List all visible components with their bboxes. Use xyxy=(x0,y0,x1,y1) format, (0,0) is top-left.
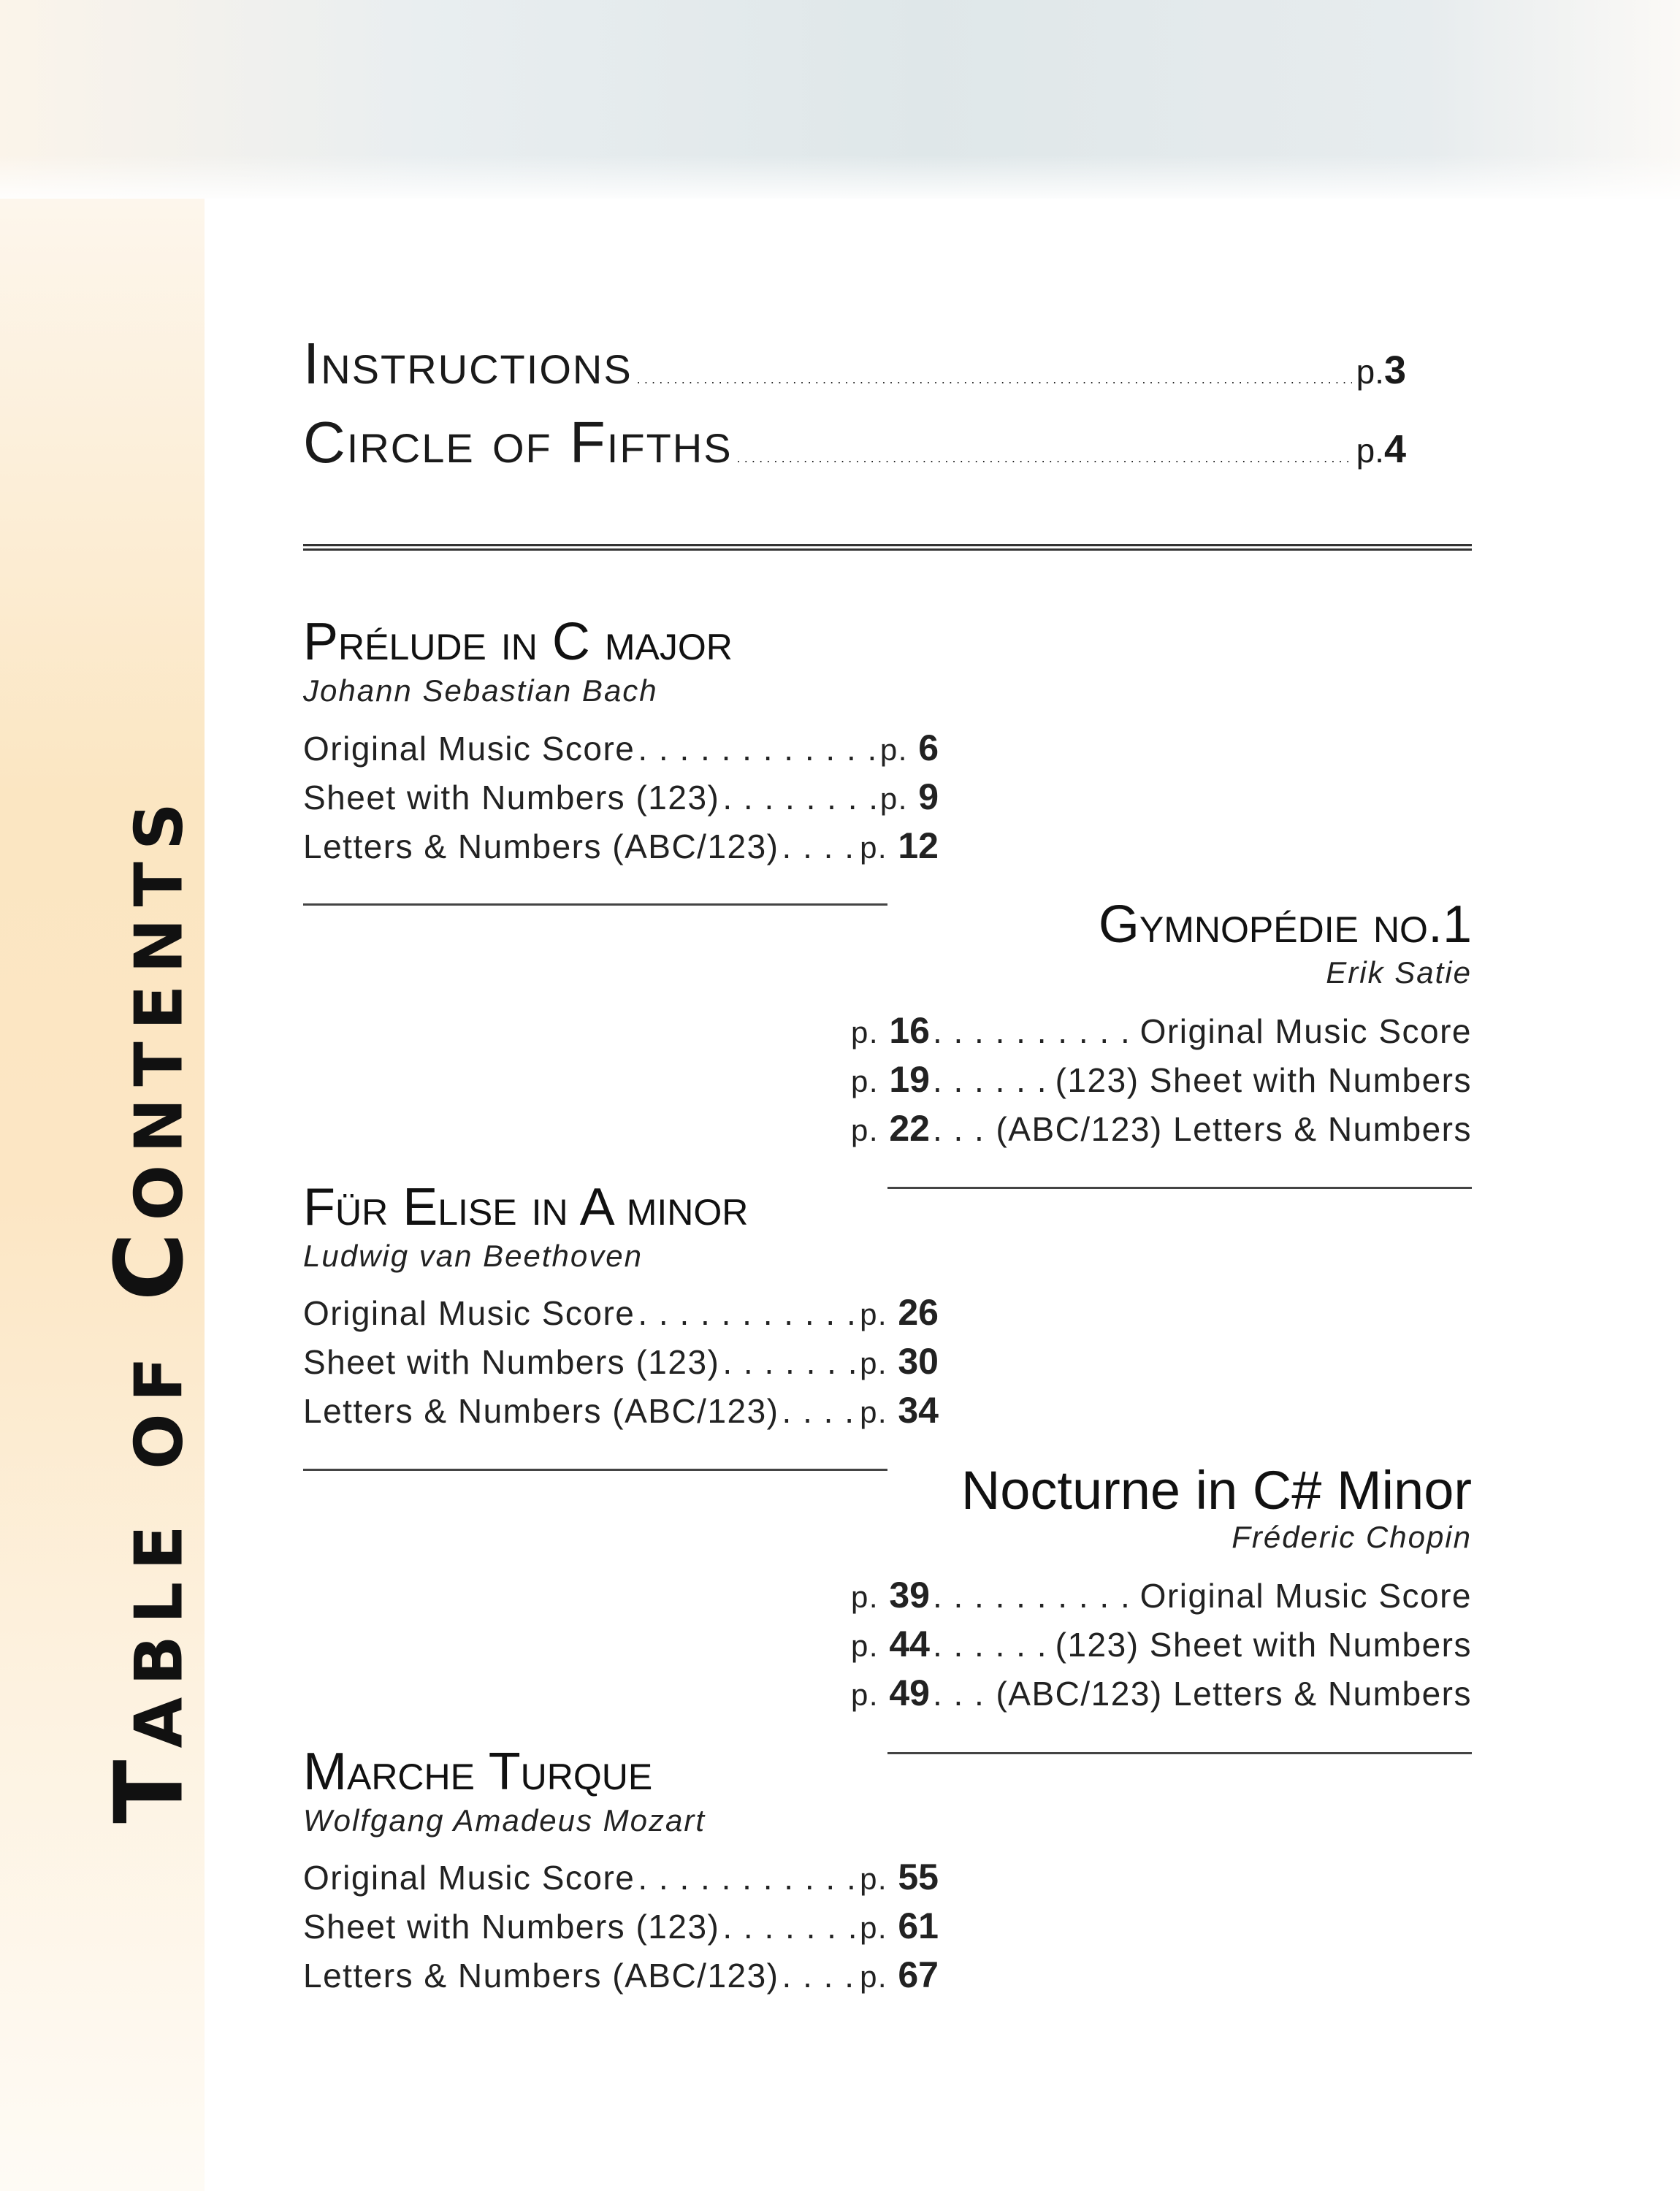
toc-entry-instructions[interactable] xyxy=(303,330,1406,397)
piece-composer: Johann Sebastian Bach xyxy=(303,673,658,708)
dot-leader xyxy=(933,1109,993,1149)
toc-entry-fur-elise-original[interactable]: Original Music Score . . . p. 26 xyxy=(303,1291,939,1334)
toc-entry-nocturne-original[interactable]: p. 39 . . . Original Music Score xyxy=(851,1574,1472,1616)
toc-entry-prelude-numbers[interactable]: Sheet with Numbers (123) . . . p. 9 xyxy=(303,776,939,818)
toc-entry-page: p.4 xyxy=(1356,427,1406,471)
dot-leader xyxy=(933,1625,1053,1664)
toc-entry-marche-original[interactable]: Original Music Score . . . p. 55 xyxy=(303,1856,939,1898)
dot-leader xyxy=(782,1956,858,1995)
dot-leader xyxy=(722,1907,857,1946)
dot-leader xyxy=(722,778,877,817)
toc-entry-gymnopedie-original[interactable]: p. 16 . . . Original Music Score xyxy=(851,1009,1472,1052)
section-divider xyxy=(303,1469,887,1471)
toc-entry-marche-numbers[interactable]: Sheet with Numbers (123) . . . p. 61 xyxy=(303,1905,939,1947)
piece-title-fur-elise: Für Elise in A minor xyxy=(303,1178,749,1236)
dot-leader xyxy=(782,1391,858,1431)
piece-composer: Wolfgang Amadeus Mozart xyxy=(303,1803,706,1838)
dot-leader xyxy=(933,1674,993,1713)
toc-entry-label: Circle of Fifths xyxy=(303,410,733,475)
piece-title-gymnopedie: Gymnopédie no.1 xyxy=(1098,895,1472,954)
toc-entry-fur-elise-numbers[interactable]: Sheet with Numbers (123) . . . p. 30 xyxy=(303,1340,939,1383)
piece-composer: Erik Satie xyxy=(1326,955,1472,990)
piece-composer: Ludwig van Beethoven xyxy=(303,1239,643,1273)
toc-entry-label: Instructions xyxy=(303,331,633,396)
toc-entry-prelude-original[interactable]: Original Music Score . . . p. 6 xyxy=(303,727,939,769)
dot-leader xyxy=(637,372,1352,386)
piece-title-prelude: Prélude in C major xyxy=(303,613,733,671)
dot-leader xyxy=(722,1342,857,1382)
dot-leader xyxy=(638,729,877,768)
piece-title-marche-turque: Marche Turque xyxy=(303,1743,653,1801)
piece-title-nocturne: Nocturne in C# Minor xyxy=(961,1460,1472,1521)
toc-entry-fur-elise-letters[interactable]: Letters & Numbers (ABC/123) . . . p. 34 xyxy=(303,1389,939,1431)
page-title-vertical: Table of Contents xyxy=(95,791,205,1824)
toc-entry-marche-letters[interactable]: Letters & Numbers (ABC/123) . . . p. 67 xyxy=(303,1954,939,1996)
toc-entry-gymnopedie-letters[interactable]: p. 22 . . . (ABC/123) Letters & Numbers xyxy=(851,1107,1472,1150)
double-divider xyxy=(303,544,1472,551)
header-gradient-band xyxy=(0,0,1680,199)
section-divider xyxy=(303,903,887,906)
dot-leader xyxy=(933,1012,1137,1051)
toc-entry-nocturne-letters[interactable]: p. 49 . . . (ABC/123) Letters & Numbers xyxy=(851,1672,1472,1714)
piece-composer: Fréderic Chopin xyxy=(1232,1520,1472,1554)
dot-leader xyxy=(638,1293,857,1333)
toc-entry-prelude-letters[interactable]: Letters & Numbers (ABC/123) . . . p. 12 xyxy=(303,825,939,867)
toc-entry-gymnopedie-numbers[interactable]: p. 19 . . . (123) Sheet with Numbers xyxy=(851,1058,1472,1101)
dot-leader xyxy=(933,1060,1053,1100)
dot-leader xyxy=(737,451,1352,465)
toc-entry-circle-of-fifths[interactable] xyxy=(303,409,1406,476)
dot-leader xyxy=(638,1858,857,1897)
section-divider xyxy=(887,1187,1472,1189)
dot-leader xyxy=(933,1576,1137,1615)
dot-leader xyxy=(782,827,858,866)
toc-entry-page: p.3 xyxy=(1356,348,1406,392)
toc-entry-nocturne-numbers[interactable]: p. 44 . . . (123) Sheet with Numbers xyxy=(851,1623,1472,1665)
section-divider xyxy=(887,1752,1472,1754)
